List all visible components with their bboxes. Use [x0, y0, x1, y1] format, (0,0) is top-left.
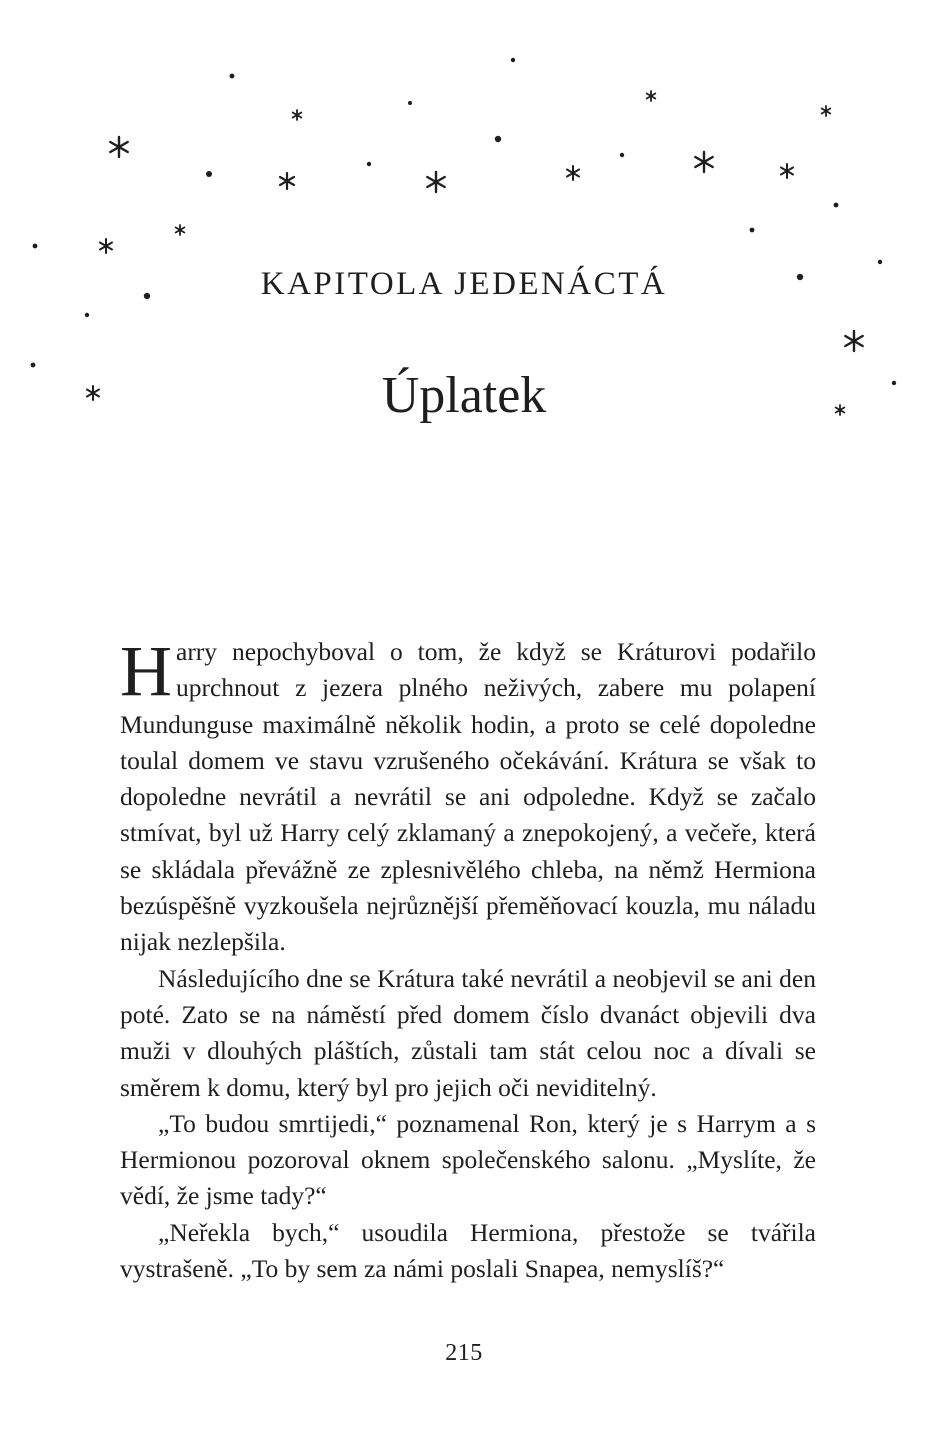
star-icon	[695, 152, 712, 172]
star-dot-icon	[367, 162, 371, 166]
star-dot-icon	[230, 74, 235, 79]
paragraph: „To budou smrtijedi,“ poznamenal Ron, který je s Harrym a s Hermionou pozoroval oknem společenského salonu. „Myslíte, že vědí, že jsme tady?“	[120, 1108, 816, 1211]
star-dot-icon	[408, 101, 412, 105]
chapter-title: Úplatek	[381, 367, 547, 424]
star-icon	[427, 172, 444, 192]
star-dot-icon	[33, 244, 38, 249]
star-icon	[822, 106, 831, 116]
star-icon	[176, 225, 185, 235]
paragraph-text: arry nepochyboval o tom, že když se Kráturovi podařilo uprchnout z jezera plného neživých, zabere mu polapení Mundunguse maximálně několik hodin, a proto se celé dopoledne toulal domem ve stavu vzrušeného očekávání. Krátura se však to dopoledne nevrátil a nevrátil se ani odpoledne. Když se začalo stmívat, byl už Harry celý zklamaný a znepokojený, a večeře, která se skládala převážně ze zplesnivělého chleba, na němž Hermiona bezúspěšně vyzkoušela nejrůznější přeměňovací kouzla, mu náladu nijak nezlepšila.	[120, 637, 816, 957]
star-dot-icon	[511, 58, 515, 62]
drop-cap: H	[120, 631, 172, 711]
star-dot-icon	[495, 136, 501, 142]
paragraph: Následujícího dne se Krátura také nevrátil a neobjevil se ani den poté. Zato se na náměstí před domem číslo dvanáct objevili dva muži v dlouhých pláštích, zůstali tam stát celou noc a dívali se směrem k domu, který byl pro jejich oči neviditelný.	[120, 963, 816, 1102]
paragraph	[120, 631, 816, 961]
star-dot-icon	[834, 203, 839, 208]
star-icon	[647, 91, 656, 101]
chapter-label: KAPITOLA JEDENÁCTÁ	[260, 266, 668, 302]
star-icon	[100, 239, 112, 253]
star-icon	[293, 110, 302, 120]
star-icon	[845, 331, 862, 351]
star-icon	[110, 137, 127, 157]
paragraph: „Neřekla bych,“ usoudila Hermiona, přestože se tvářila vystrašeně. „To by sem za námi poslali Snapea, nemyslíš?“	[120, 1217, 816, 1284]
star-dot-icon	[206, 171, 212, 177]
chapter-body	[120, 631, 816, 1287]
star-dot-icon	[878, 260, 882, 264]
star-icon	[781, 164, 793, 178]
page-number: 215	[445, 1340, 483, 1366]
star-icon	[280, 173, 294, 189]
star-dot-icon	[85, 313, 89, 317]
star-dot-icon	[620, 153, 624, 157]
star-icon	[567, 166, 579, 180]
star-dot-icon	[750, 228, 755, 233]
